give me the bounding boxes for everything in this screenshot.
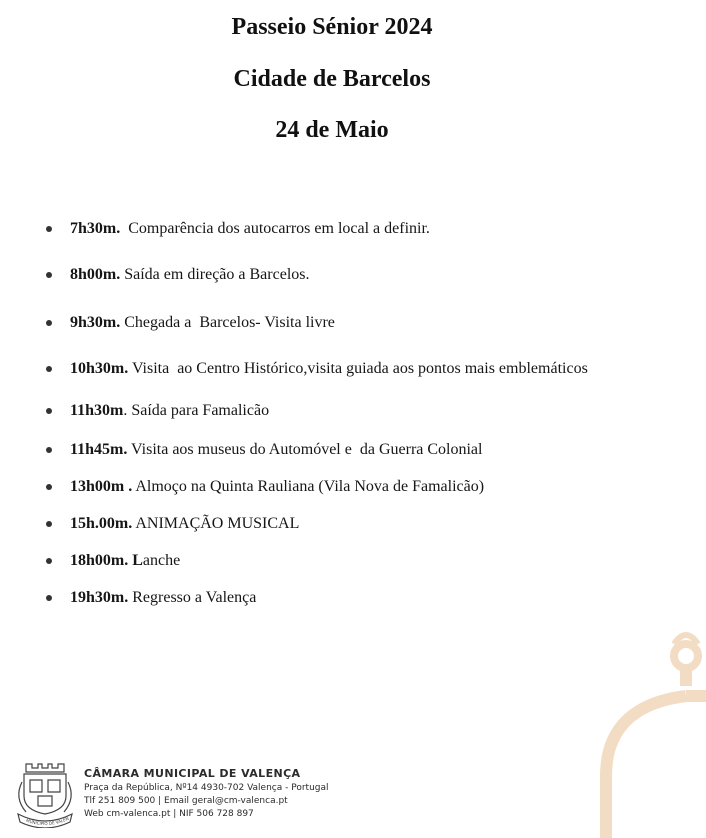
schedule-description: ANIMAÇÃO MUSICAL	[132, 515, 300, 532]
document-title: Passeio Sénior 2024	[231, 14, 433, 40]
bullet-icon	[46, 595, 52, 601]
bullet-icon	[46, 521, 52, 527]
schedule-time: 10h30m.	[70, 360, 129, 377]
document-subtitle: Cidade de Barcelos	[233, 66, 431, 92]
bullet-icon	[46, 408, 52, 414]
document-date: 24 de Maio	[275, 117, 389, 143]
schedule-description: anche	[142, 552, 181, 569]
schedule-description: Saída em direção a Barcelos.	[120, 266, 310, 283]
bullet-icon	[46, 320, 52, 326]
bullet-icon	[46, 226, 52, 232]
crest-ribbon-text: MUNICIPIO DE VALEN	[25, 815, 70, 827]
schedule-description: Comparência dos autocarros em local a definir.	[120, 220, 430, 237]
bullet-icon	[46, 484, 52, 490]
footer	[12, 758, 352, 828]
schedule-time: 7h30m.	[70, 220, 121, 237]
municipal-crest-logo	[12, 758, 78, 828]
schedule-time: 9h30m.	[70, 314, 121, 331]
contact-line: Tlf 251 809 500 | Email geral@cm-valenca.pt	[84, 796, 288, 806]
bullet-icon	[46, 558, 52, 564]
bullet-icon	[46, 272, 52, 278]
address-line: Praça da República, Nº14 4930-702 Valença - Portugal	[84, 783, 329, 793]
web-line: Web cm-valenca.pt | NIF 506 728 897	[84, 809, 254, 819]
schedule-time: 15h.00m.	[70, 515, 133, 532]
bullet-icon	[46, 366, 52, 372]
schedule-time: 18h00m. L	[70, 552, 143, 569]
schedule-time: 13h00m .	[70, 478, 133, 495]
decorative-dome-watermark	[596, 626, 706, 838]
schedule-time: 11h45m.	[70, 441, 128, 458]
schedule-description: Chegada a Barcelos- Visita livre	[120, 314, 335, 331]
schedule-description: Almoço na Quinta Rauliana (Vila Nova de Famalicão)	[132, 478, 485, 495]
bullet-icon	[46, 447, 52, 453]
schedule-description: . Saída para Famalicão	[123, 402, 270, 419]
schedule-time: 19h30m.	[70, 589, 129, 606]
organization-name: CÂMARA MUNICIPAL DE VALENÇA	[84, 767, 301, 780]
schedule-time: 11h30m	[70, 402, 124, 419]
schedule-time: 8h00m.	[70, 266, 121, 283]
schedule-description: Visita aos museus do Automóvel e da Guerra Colonial	[127, 441, 483, 458]
schedule-description: Regresso a Valença	[128, 589, 257, 606]
schedule-description: Visita ao Centro Histórico,visita guiada aos pontos mais emblemáticos	[128, 360, 588, 377]
